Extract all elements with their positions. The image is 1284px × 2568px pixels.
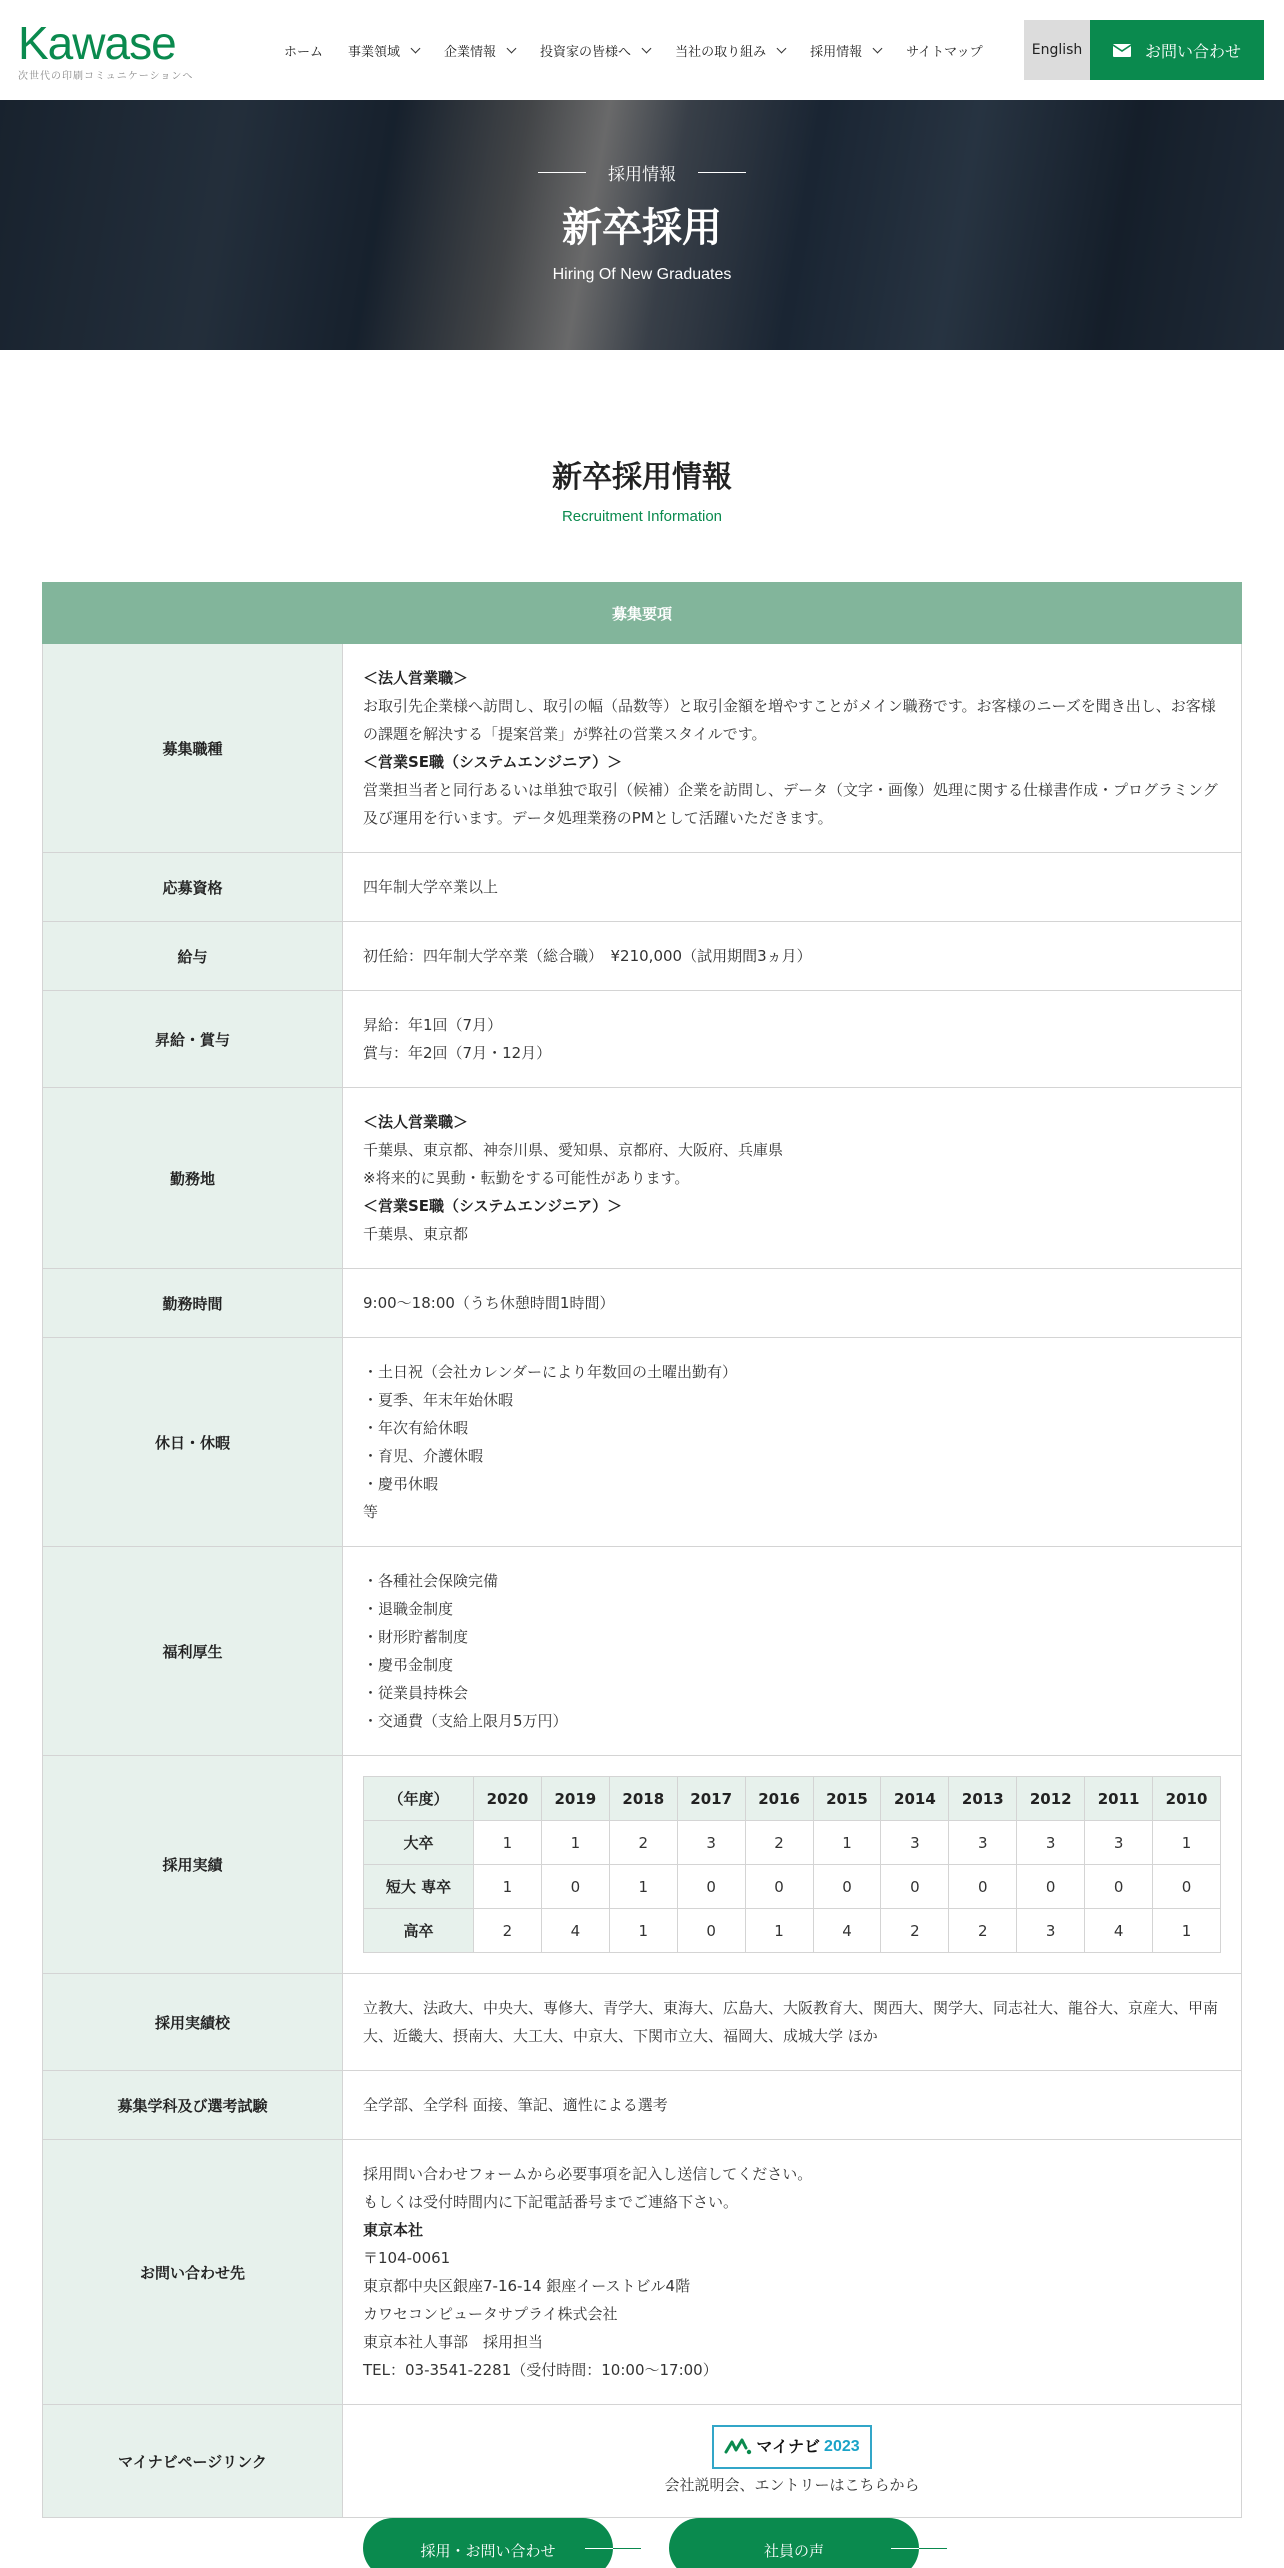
results-cell: 1: [609, 1909, 677, 1953]
hiring-results-table: [363, 1776, 1221, 1953]
year-cell: 2015: [813, 1777, 881, 1821]
row-value-location: [343, 1088, 1242, 1269]
results-cell: 2: [745, 1821, 813, 1865]
table-row: [43, 1269, 1242, 1338]
row-label-mynavi: マイナビページリンク: [43, 2405, 343, 2518]
nav-label: ホーム: [284, 44, 324, 60]
text-line: カワセコンピュータサプライ株式会社: [363, 2305, 618, 2323]
hero-category-label: 採用情報: [608, 165, 676, 185]
nav-label: 当社の取り組み: [675, 44, 767, 60]
year-cell: 2020: [474, 1777, 542, 1821]
recruit-contact-button[interactable]: [363, 2518, 613, 2568]
nav-label: 採用情報: [810, 44, 863, 60]
text-line: ・各種社会保険完備: [363, 1572, 499, 1590]
results-cell: 1: [474, 1865, 542, 1909]
row-value-results: [343, 1756, 1242, 1974]
page-title: 新卒採用: [562, 205, 722, 251]
text-line: ・財形貯蓄制度: [363, 1628, 469, 1646]
results-cell: 4: [813, 1909, 881, 1953]
mynavi-banner-name: マイナビ: [756, 2437, 821, 2456]
arrow-line-icon: [891, 2548, 947, 2549]
text-line: ＜法人営業職＞: [363, 1113, 469, 1131]
table-row: [43, 2140, 1242, 2405]
row-value-job: [343, 644, 1242, 853]
table-header: 募集要項: [43, 583, 1242, 644]
results-row-label: 短大 専卒: [364, 1865, 474, 1909]
row-label-schools: 採用実績校: [43, 1974, 343, 2071]
table-row: [43, 1547, 1242, 1756]
text-line: ・慶弔金制度: [363, 1656, 454, 1674]
results-cell: 3: [1085, 1821, 1153, 1865]
year-cell: 2016: [745, 1777, 813, 1821]
results-cell: 0: [813, 1865, 881, 1909]
nav-label: サイトマップ: [906, 44, 983, 60]
row-value-benefits: [343, 1547, 1242, 1756]
year-cell: 2017: [677, 1777, 745, 1821]
table-row: [43, 644, 1242, 853]
results-cell: 1: [474, 1821, 542, 1865]
table-row: [43, 991, 1242, 1088]
text-line: もしくは受付時間内に下記電話番号までご連絡下さい。: [363, 2193, 739, 2211]
text-line: ・育児、介護休暇: [363, 1447, 484, 1465]
row-value-qualification: 四年制大学卒業以上: [343, 853, 1242, 922]
hero-banner: [0, 100, 1284, 350]
results-cell: 2: [609, 1821, 677, 1865]
results-cell: 0: [881, 1865, 949, 1909]
nav-item-company[interactable]: [444, 41, 515, 60]
table-row: [43, 922, 1242, 991]
text-line: 東京本社: [363, 2221, 424, 2239]
results-cell: 2: [949, 1909, 1017, 1953]
text-line: ・土日祝（会社カレンダーにより年数回の土曜出勤有）: [363, 1363, 738, 1381]
site-header: [0, 0, 1284, 100]
row-value-salary: 初任給：四年制大学卒業（総合職） ¥210,000（試用期間3ヵ月）: [343, 922, 1242, 991]
mynavi-logo-icon: [724, 2438, 752, 2456]
year-cell: 2010: [1153, 1777, 1221, 1821]
text-line: 東京都中央区銀座7-16-14 銀座イーストビル4階: [363, 2277, 691, 2295]
row-label-selection: 募集学科及び選考試験: [43, 2071, 343, 2140]
contact-button-label: お問い合わせ: [1144, 41, 1241, 61]
results-cell: 0: [949, 1865, 1017, 1909]
results-row: [364, 1821, 1221, 1865]
results-cell: 0: [1017, 1865, 1085, 1909]
year-cell: 2014: [881, 1777, 949, 1821]
row-label-raise: 昇給・賞与: [43, 991, 343, 1088]
row-label-results: 採用実績: [43, 1756, 343, 1974]
nav-label: 事業領域: [348, 44, 401, 60]
row-value-raise: [343, 991, 1242, 1088]
row-value-holidays: [343, 1338, 1242, 1547]
text-line: 昇給：年1回（7月）: [363, 1016, 503, 1034]
page-subtitle: Hiring Of New Graduates: [552, 266, 732, 283]
results-row: [364, 1909, 1221, 1953]
text-line: ＜営業SE職（システムエンジニア）＞: [363, 753, 623, 771]
text-line: TEL：03-3541-2281（受付時間：10:00～17:00）: [363, 2361, 718, 2379]
mynavi-caption: 会社説明会、エントリーはこちらから: [664, 2476, 920, 2494]
results-cell: 0: [1085, 1865, 1153, 1909]
mail-icon: [1113, 44, 1131, 57]
text-line: 営業担当者と同行あるいは単独で取引（候補）企業を訪問し、データ（文字・画像）処理に関する仕様書作成・プログラミング及び運用を行います。データ処理業務のPMとして活躍いただきます。: [363, 781, 1218, 827]
table-row: [43, 1756, 1242, 1974]
chevron-down-icon: [873, 43, 883, 53]
results-cell: 3: [881, 1821, 949, 1865]
hero-category: [0, 160, 1284, 185]
employee-voices-label: 社員の声: [763, 2542, 824, 2560]
chevron-down-icon: [411, 43, 421, 53]
results-cell: 1: [813, 1821, 881, 1865]
text-line: お取引先企業様へ訪問し、取引の幅（品数等）と取引金額を増やすことがメイン職務です。お客様のニーズを聞き出し、お客様の課題を解決する「提案営業」が弊社の営業スタイルです。: [363, 697, 1216, 743]
section-subtitle: Recruitment Information: [561, 508, 723, 525]
row-label-salary: 給与: [43, 922, 343, 991]
results-cell: 0: [677, 1909, 745, 1953]
mynavi-banner-link[interactable]: [712, 2425, 872, 2469]
table-row: [43, 853, 1242, 922]
row-value-selection: 全学部、全学科 面接、筆記、適性による選考: [343, 2071, 1242, 2140]
text-line: 採用問い合わせフォームから必要事項を記入し送信してください。: [363, 2165, 813, 2183]
english-button[interactable]: English: [1024, 20, 1090, 80]
results-cell: 1: [745, 1909, 813, 1953]
text-line: 賞与：年2回（7月・12月）: [363, 1044, 552, 1062]
table-row: [43, 2071, 1242, 2140]
text-line: ・年次有給休暇: [363, 1419, 469, 1437]
results-cell: 1: [609, 1865, 677, 1909]
chevron-down-icon: [507, 43, 517, 53]
logo-tagline: 次世代の印刷コミュニケーションへ: [18, 71, 194, 82]
text-line: 千葉県、東京都、神奈川県、愛知県、京都府、大阪府、兵庫県: [363, 1141, 784, 1159]
arrow-line-icon: [585, 2548, 641, 2549]
year-cell: 2011: [1085, 1777, 1153, 1821]
row-label-benefits: 福利厚生: [43, 1547, 343, 1756]
chevron-down-icon: [777, 43, 787, 53]
results-row-label: 大卒: [364, 1821, 474, 1865]
recruit-contact-label: 採用・お問い合わせ: [420, 2542, 556, 2560]
results-cell: 2: [881, 1909, 949, 1953]
results-cell: 1: [541, 1821, 609, 1865]
results-cell: 0: [541, 1865, 609, 1909]
nav-item-home[interactable]: [284, 41, 323, 60]
row-label-contact: お問い合わせ先: [43, 2140, 343, 2405]
year-cell: 2013: [949, 1777, 1017, 1821]
recruitment-table: [42, 582, 1242, 2518]
text-line: 東京本社人事部 採用担当: [363, 2333, 544, 2351]
section-title: 新卒採用情報: [552, 460, 732, 495]
table-row: [43, 2405, 1242, 2518]
text-line: ＜営業SE職（システムエンジニア）＞: [363, 1197, 623, 1215]
row-value-hours: 9:00～18:00（うち休憩時間1時間）: [343, 1269, 1242, 1338]
table-row: [43, 1338, 1242, 1547]
text-line: ・夏季、年末年始休暇: [363, 1391, 514, 1409]
text-line: ・交通費（支給上限月5万円）: [363, 1712, 568, 1730]
nav-item-initiatives[interactable]: [675, 41, 785, 60]
logo-wordmark: Kawase: [18, 17, 176, 69]
results-cell: 0: [1153, 1865, 1221, 1909]
nav-item-business[interactable]: [348, 41, 419, 60]
employee-voices-button[interactable]: [669, 2518, 919, 2568]
results-cell: 3: [1017, 1909, 1085, 1953]
results-cell: 2: [474, 1909, 542, 1953]
table-row: [43, 1088, 1242, 1269]
row-label-job: 募集職種: [43, 644, 343, 853]
results-cell: 3: [1017, 1821, 1085, 1865]
text-line: 千葉県、東京都: [363, 1225, 469, 1243]
results-row: [364, 1865, 1221, 1909]
mynavi-banner-year: 2023: [824, 2438, 860, 2455]
results-row-label: 高卒: [364, 1909, 474, 1953]
results-cell: 0: [677, 1865, 745, 1909]
results-cell: 4: [541, 1909, 609, 1953]
row-label-location: 勤務地: [43, 1088, 343, 1269]
contact-button[interactable]: [1090, 20, 1264, 80]
year-cell: 2018: [609, 1777, 677, 1821]
results-cell: 3: [677, 1821, 745, 1865]
text-line: 〒104-0061: [363, 2249, 451, 2267]
chevron-down-icon: [642, 43, 652, 53]
main-nav: [284, 38, 1008, 62]
year-header: （年度）: [364, 1777, 474, 1821]
results-cell: 3: [949, 1821, 1017, 1865]
text-line: ・退職金制度: [363, 1600, 454, 1618]
row-value-mynavi: [343, 2405, 1242, 2518]
results-cell: 4: [1085, 1909, 1153, 1953]
table-row: [43, 1974, 1242, 2071]
row-value-schools: 立教大、法政大、中央大、専修大、青学大、東海大、広島大、大阪教育大、関西大、関学大、同志社大、龍谷大、京産大、甲南大、近畿大、摂南大、大工大、中京大、下関市立大、福岡大、成城大学 ほか: [343, 1974, 1242, 2071]
year-cell: 2019: [541, 1777, 609, 1821]
nav-item-investors[interactable]: [540, 41, 650, 60]
text-line: ※将来的に異動・転勤をする可能性があります。: [363, 1169, 690, 1187]
text-line: ・従業員持株会: [363, 1684, 469, 1702]
nav-label: 投資家の皆様へ: [540, 44, 632, 60]
nav-item-sitemap[interactable]: [906, 41, 983, 60]
nav-item-recruit[interactable]: [810, 41, 881, 60]
text-line: 等: [363, 1503, 379, 1521]
row-value-contact: [343, 2140, 1242, 2405]
text-line: ＜法人営業職＞: [363, 669, 469, 687]
nav-label: 企業情報: [444, 44, 497, 60]
results-cell: 1: [1153, 1821, 1221, 1865]
results-cell: 1: [1153, 1909, 1221, 1953]
row-label-hours: 勤務時間: [43, 1269, 343, 1338]
text-line: ・慶弔休暇: [363, 1475, 439, 1493]
row-label-qualification: 応募資格: [43, 853, 343, 922]
logo[interactable]: [18, 17, 194, 82]
row-label-holidays: 休日・休暇: [43, 1338, 343, 1547]
year-cell: 2012: [1017, 1777, 1085, 1821]
results-cell: 0: [745, 1865, 813, 1909]
